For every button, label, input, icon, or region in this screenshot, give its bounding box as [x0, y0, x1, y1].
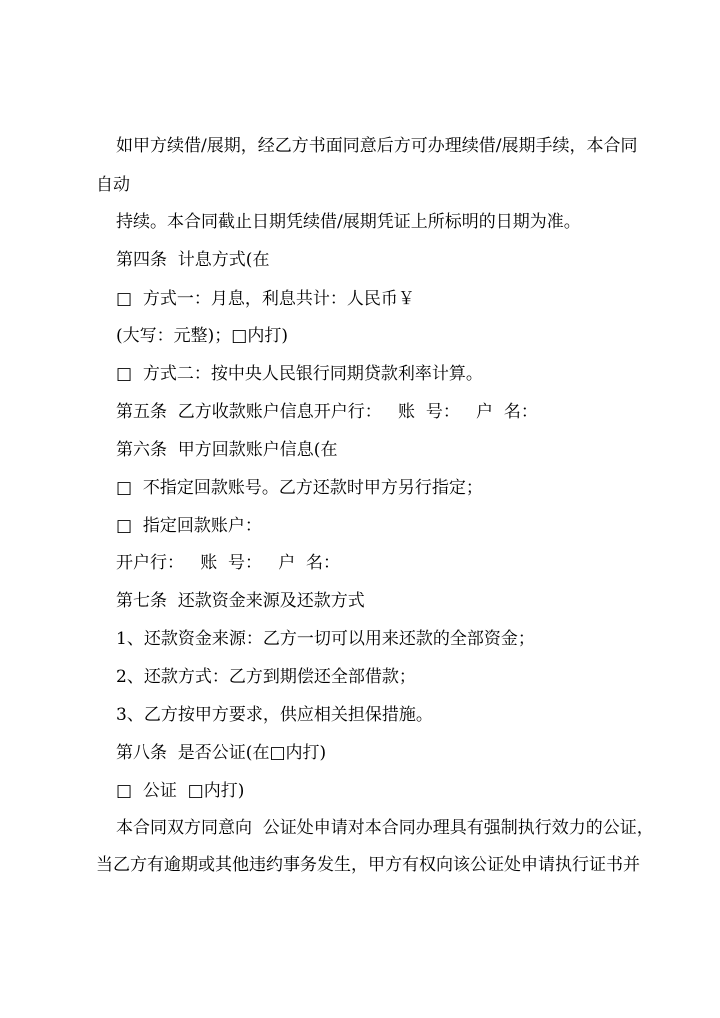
article-6-heading: 第六条 甲方回款账户信息(在	[116, 440, 338, 460]
notarization-option: □ 公证 □内打)	[116, 781, 245, 801]
article-5-heading: 第五条 乙方收款账户信息开户行： 账 号： 户 名：	[116, 402, 538, 422]
article-4-heading: 第四条 计息方式(在	[116, 250, 270, 270]
repayment-account-option-2: □ 指定回款账户：	[116, 516, 262, 536]
repayment-account-option-1: □ 不指定回款账号。乙方还款时甲方另行指定；	[116, 478, 483, 498]
article-8-heading: 第八条 是否公证(在□内打)	[116, 743, 327, 763]
notarization-paragraph-line-1: 本合同双方同意向 公证处申请对本合同办理具有强制执行效力的公证，	[116, 818, 654, 838]
notarization-paragraph-line-2: 当乙方有逾期或其他违约事务发生，甲方有权向该公证处申请执行证书并	[96, 855, 640, 875]
interest-option-1: □ 方式一：月息，利息共计：人民币￥	[116, 289, 415, 309]
article-7-item-2: 2、还款方式：乙方到期偿还全部借款；	[116, 667, 416, 687]
paragraph-renewal-line-3: 持续。本合同截止日期凭续借/展期凭证上所标明的日期为准。	[116, 212, 581, 232]
paragraph-renewal-line-2: 自动	[96, 175, 130, 195]
article-7-item-3: 3、乙方按甲方要求，供应相关担保措施。	[116, 705, 433, 725]
article-7-item-1: 1、还款资金来源：乙方一切可以用来还款的全部资金；	[116, 629, 535, 649]
repayment-account-details: 开户行： 账 号： 户 名：	[116, 553, 341, 573]
paragraph-renewal-line-1: 如甲方续借/展期，经乙方书面同意后方可办理续借/展期手续，本合同	[116, 136, 638, 156]
interest-option-2: □ 方式二：按中央人民银行同期贷款利率计算。	[116, 364, 483, 384]
article-7-heading: 第七条 还款资金来源及还款方式	[116, 591, 365, 611]
interest-option-1-amount: (大写：元整)；□内打)	[116, 326, 288, 346]
